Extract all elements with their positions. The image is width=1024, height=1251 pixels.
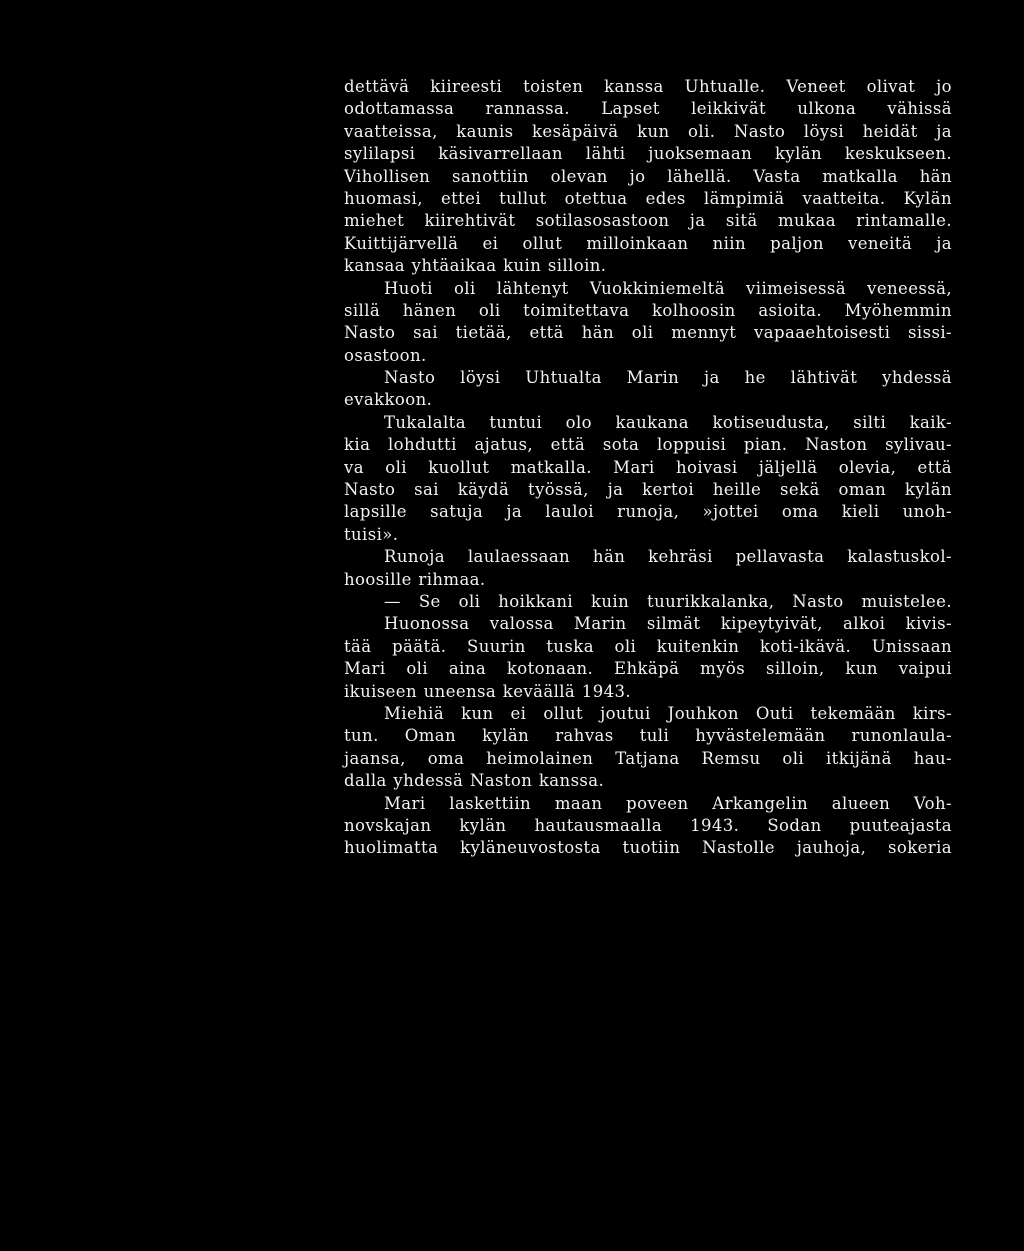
text-line: sylilapsi käsivarrellaan lähti juoksemaan kylän keskukseen.: [344, 144, 952, 164]
text-line: kia lohdutti ajatus, että sota loppuisi pian. Naston sylivau-: [344, 435, 952, 455]
text-line: Nasto sai tietää, että hän oli mennyt vapaaehtoisesti sissi-: [344, 323, 952, 343]
text-line: sillä hänen oli toimitettava kolhoosin asioita. Myöhemmin: [344, 300, 952, 320]
text-line: Miehiä kun ei ollut joutui Jouhkon Outi tekemään kirs-: [384, 703, 952, 723]
text-line: tää päätä. Suurin tuska oli kuitenkin koti-ikävä. Unissaan: [344, 636, 952, 656]
text-line: Vihollisen sanottiin olevan jo lähellä. Vasta matkalla hän: [344, 166, 952, 186]
text-line: kansaa yhtäaikaa kuin silloin.: [344, 256, 607, 276]
text-line: Nasto löysi Uhtualta Marin ja he lähtivät yhdessä: [384, 368, 952, 388]
text-line: dettävä kiireesti toisten kanssa Uhtualle. Veneet olivat jo: [344, 77, 952, 96]
text-line: miehet kiirehtivät sotilasosastoon ja sitä mukaa rintamalle.: [344, 211, 952, 231]
text-line: Mari laskettiin maan poveen Arkangelin alueen Voh-: [384, 793, 952, 813]
text-line: Tukalalta tuntui olo kaukana kotiseudusta, silti kaik-: [384, 412, 952, 432]
text-line: Huonossa valossa Marin silmät kipeytyivät, alkoi kivis-: [384, 614, 952, 634]
text-line: osastoon.: [344, 345, 427, 365]
text-line: va oli kuollut matkalla. Mari hoivasi jäljellä olevia, että: [344, 457, 952, 477]
text-line: huomasi, ettei tullut otettua edes lämpimiä vaatteita. Kylän: [344, 188, 952, 208]
text-line: evakkoon.: [344, 390, 433, 410]
text-line: Mari oli aina kotonaan. Ehkäpä myös silloin, kun vaipui: [344, 659, 952, 679]
text-line: Huoti oli lähtenyt Vuokkiniemeltä viimeisessä veneessä,: [384, 278, 952, 298]
text-line: odottamassa rannassa. Lapset leikkivät ulkona vähissä: [344, 99, 952, 119]
text-line: Runoja laulaessaan hän kehräsi pellavasta kalastuskol-: [384, 547, 952, 567]
text-line: novskajan kylän hautausmaalla 1943. Sodan puuteajasta: [344, 815, 952, 835]
text-line: vaatteissa, kaunis kesäpäivä kun oli. Nasto löysi heidät ja: [344, 121, 952, 141]
text-line: tuisi».: [344, 524, 399, 544]
text-line: dalla yhdessä Naston kanssa.: [344, 771, 605, 791]
text-line: Kuittijärvellä ei ollut milloinkaan niin paljon veneitä ja: [344, 233, 952, 253]
body-text: [344, 76, 952, 860]
text-line: huolimatta kyläneuvostosta tuotiin Nastolle jauhoja, sokeria: [344, 838, 952, 858]
text-line: jaansa, oma heimolainen Tatjana Remsu oli itkijänä hau-: [344, 748, 952, 768]
text-line: ikuiseen uneensa keväällä 1943.: [344, 681, 632, 701]
text-line: hoosille rihmaa.: [344, 569, 486, 589]
text-line: Nasto sai käydä työssä, ja kertoi heille sekä oman kylän: [344, 480, 952, 500]
text-line: tun. Oman kylän rahvas tuli hyvästelemään runonlaula-: [344, 726, 952, 746]
text-line: — Se oli hoikkani kuin tuurikkalanka, Nasto muistelee.: [384, 591, 952, 611]
text-line: lapsille satuja ja lauloi runoja, »jottei oma kieli unoh-: [344, 502, 952, 522]
